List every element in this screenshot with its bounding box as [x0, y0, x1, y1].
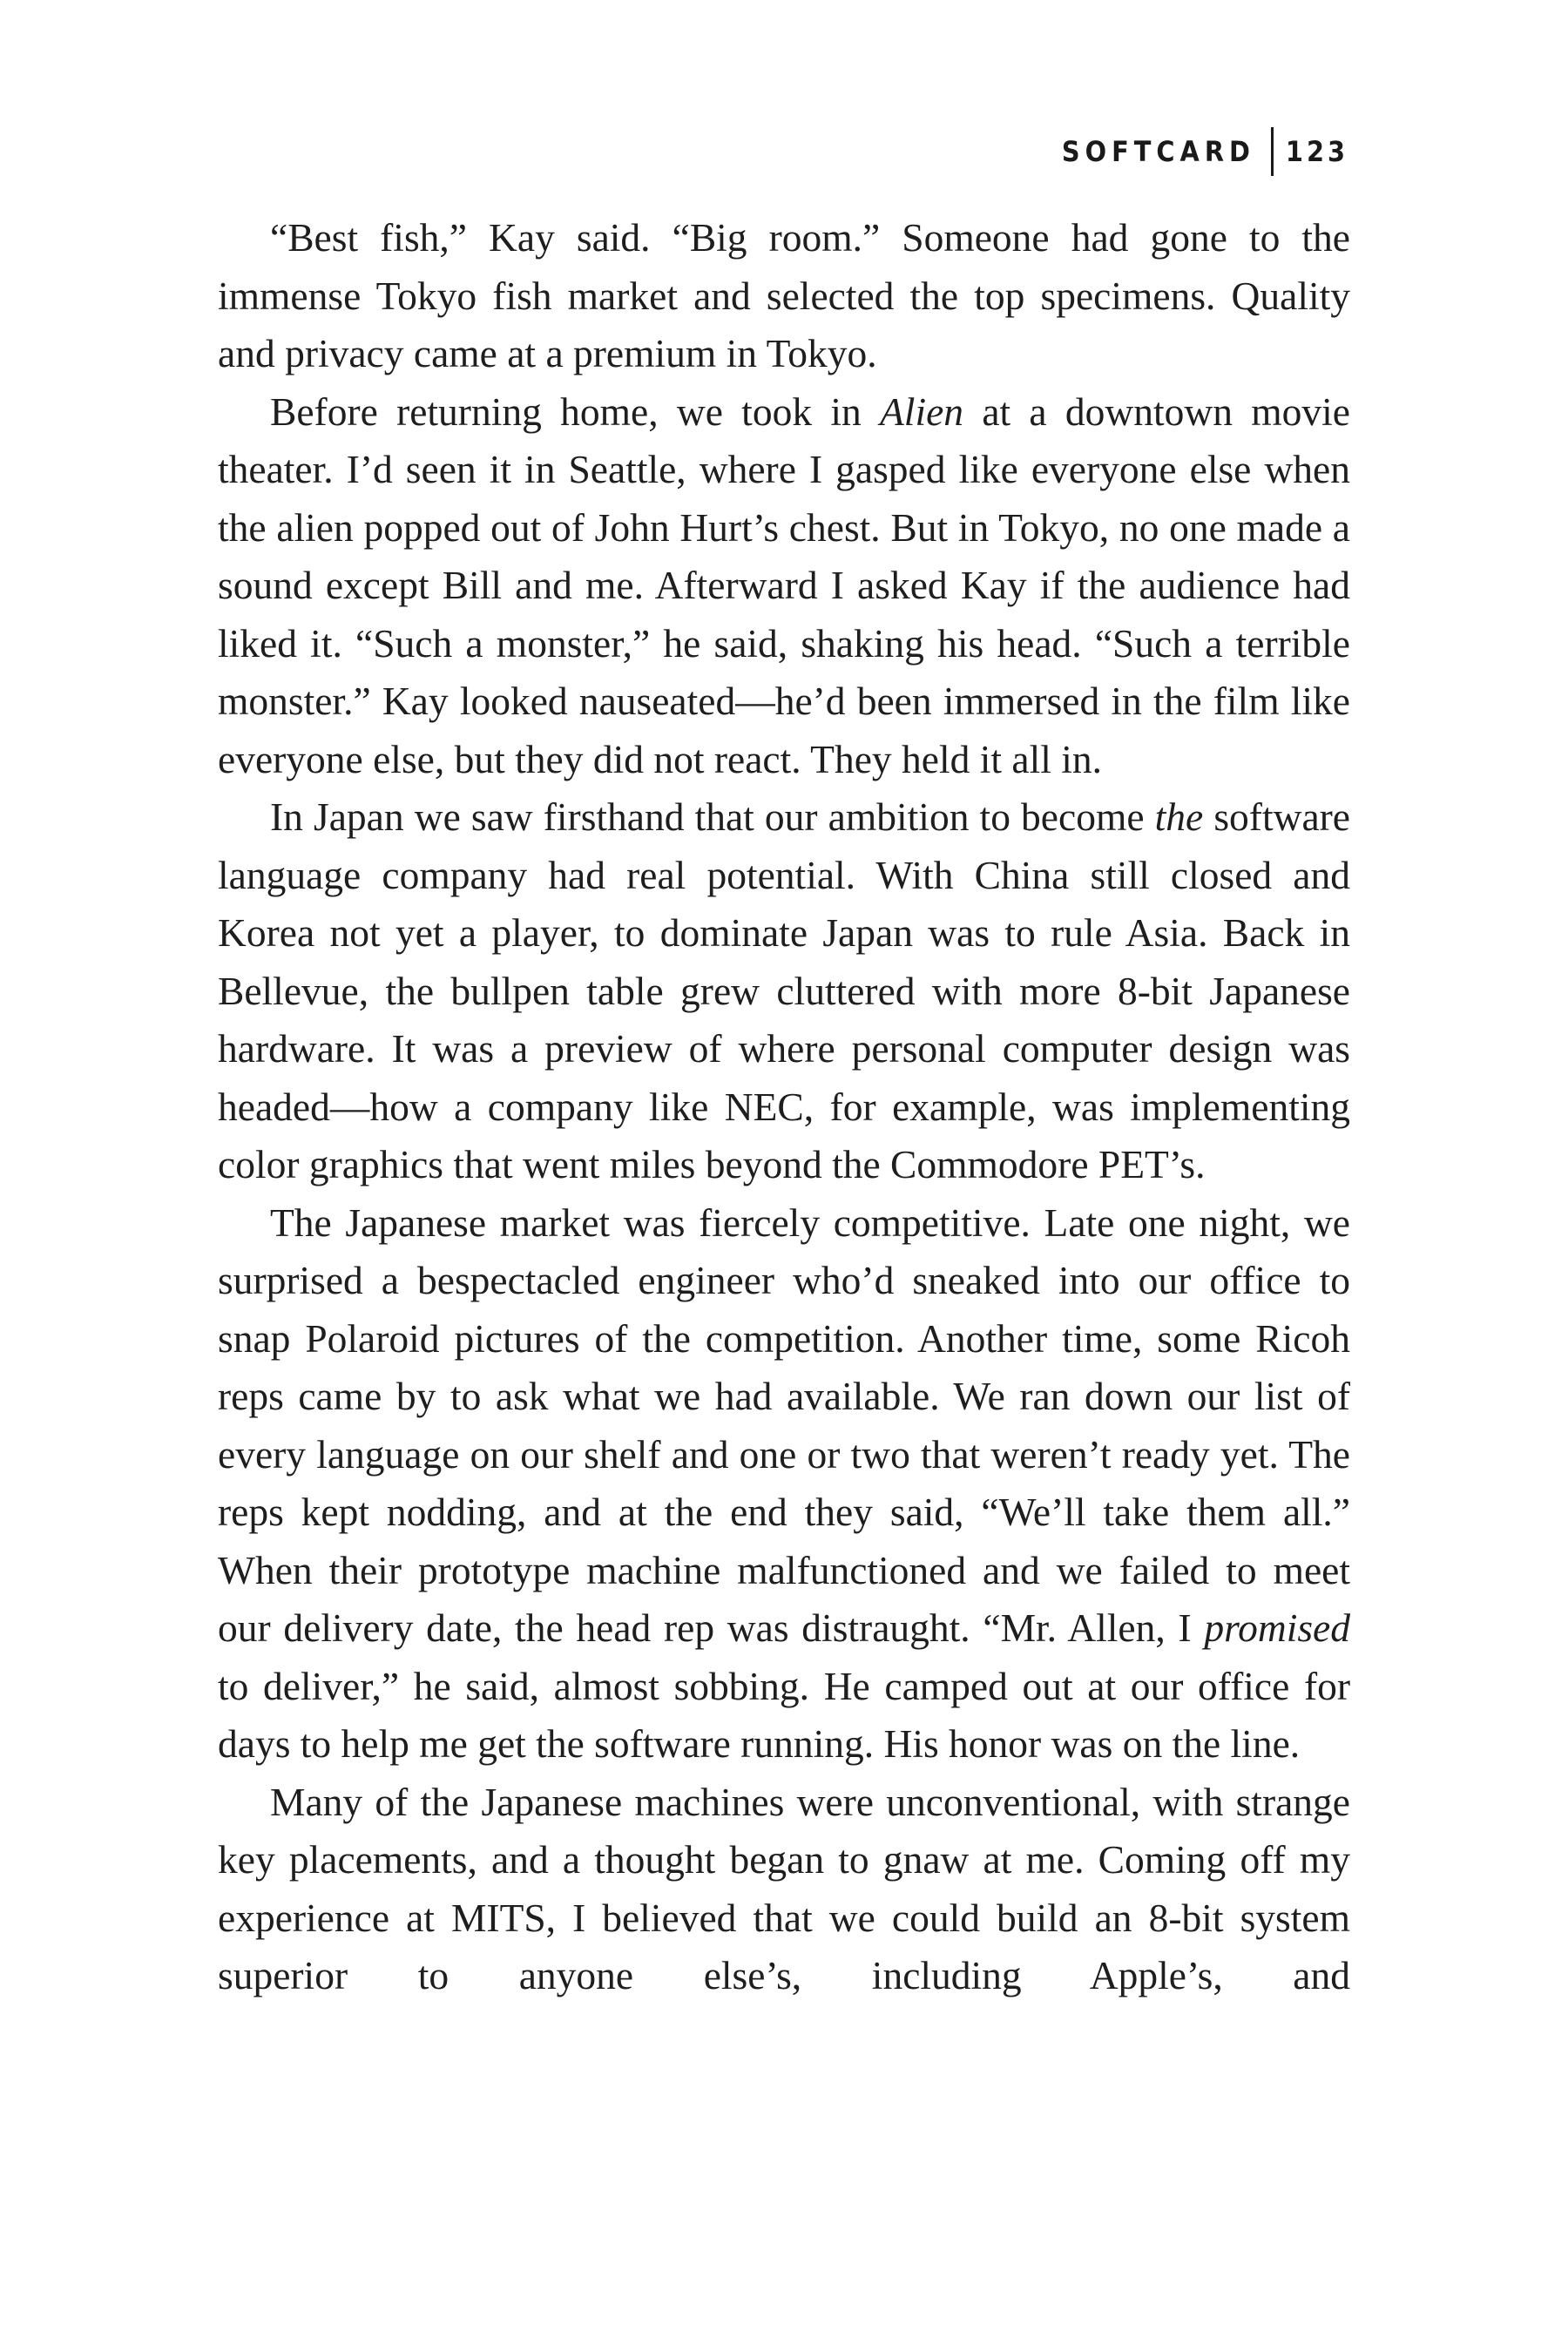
- paragraph: [218, 1194, 1350, 1774]
- italic-emphasis: promised: [1204, 1605, 1350, 1650]
- paragraph-text: to deliver,” he said, almost sobbing. He camped out at our office for days to help me get the software running. His honor was on the line.: [218, 1663, 1350, 1766]
- paragraph: [218, 1774, 1350, 2005]
- paragraph: [218, 383, 1350, 789]
- running-head: [1062, 127, 1348, 176]
- paragraph-text: Before returning home, we took in: [270, 389, 881, 434]
- running-head-section-title: SOFTCARD: [1061, 135, 1255, 168]
- paragraph-text: The Japanese market was fiercely competitive. Late one night, we surprised a bespectacled engineer who’d sneaked into our office to snap Polaroid pictures of the competition. Another time, some Ricoh reps came by to ask what we had available. We ran down our list of every language on our shelf and one or two that weren’t ready yet. The reps kept nodding, and at the end they said, “We’ll take them all.” When their prototype machine malfunctioned and we failed to meet our delivery date, the head rep was distraught. “Mr. Allen, I: [218, 1200, 1350, 1650]
- body-text: [218, 209, 1350, 2005]
- paragraph: [218, 788, 1350, 1194]
- paragraph: [218, 209, 1350, 383]
- running-head-divider: [1271, 127, 1274, 176]
- page-number: 123: [1285, 135, 1348, 168]
- paragraph-text: at a downtown movie theater. I’d seen it in Seattle, where I gasped like everyone else when the alien popped out of John Hurt’s chest. But in Tokyo, no one made a sound except Bill and me. Afterward I asked Kay if the audience had liked it. “Such a monster,” he said, shaking his head. “Such a terrible monster.” Kay looked nauseated—he’d been immersed in the film like everyone else, but they did not react. They held it all in.: [218, 389, 1351, 781]
- italic-film-title: Alien: [880, 389, 964, 434]
- paragraph-text: Many of the Japanese machines were unconventional, with strange key placements, and a thought began to gnaw at me. Coming off my experience at MITS, I believed that we could build an 8-bit system superior to anyone else’s, including Apple’s, and: [218, 1779, 1350, 1997]
- italic-emphasis: the: [1154, 794, 1204, 839]
- paragraph-text: software language company had real potential. With China still closed and Korea not yet a player, to dominate Japan was to rule Asia. Back in Bellevue, the bullpen table grew cluttered with more 8-bit Japanese hardware. It was a preview of where personal computer design was headed—how a company like NEC, for example, was implementing color graphics that went miles beyond the Commodore PET’s.: [218, 794, 1350, 1186]
- paragraph-text: “Best fish,” Kay said. “Big room.” Someone had gone to the immense Tokyo fish market and selected the top specimens. Quality and privacy came at a premium in Tokyo.: [218, 215, 1350, 375]
- paragraph-text: In Japan we saw firsthand that our ambition to become: [270, 794, 1155, 839]
